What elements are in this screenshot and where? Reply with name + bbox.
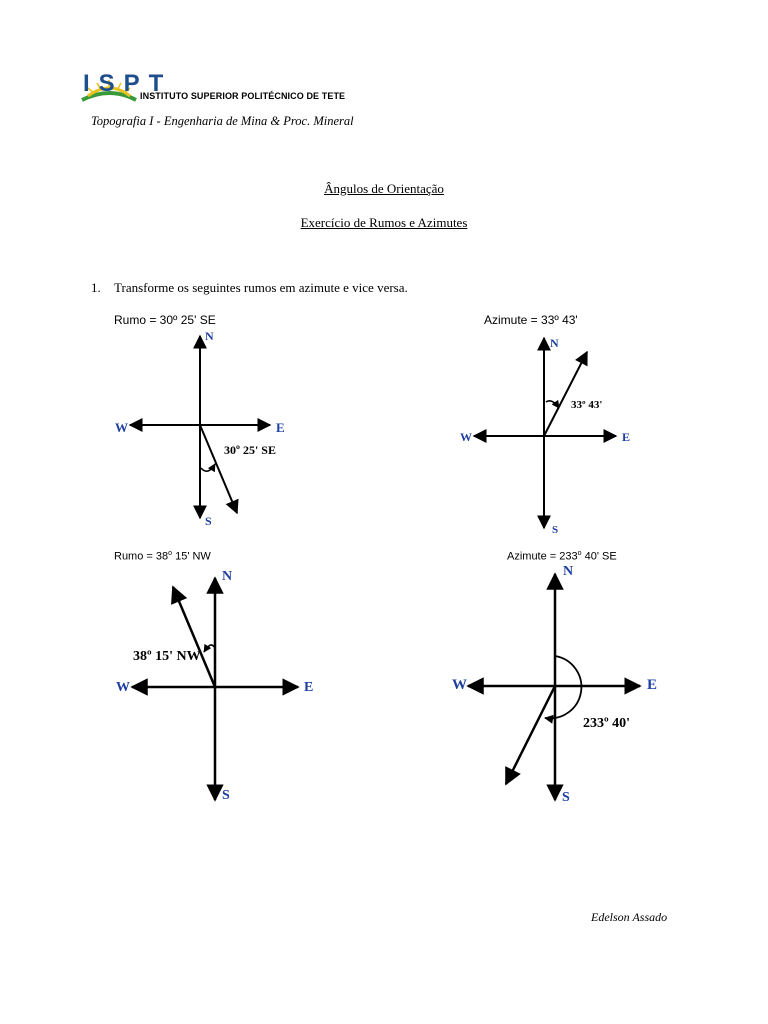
- diagram-1-e-label: E: [276, 420, 285, 435]
- diagram-3-compass: [132, 578, 298, 800]
- diagram-4-e-label: E: [647, 677, 658, 693]
- diagram-4-angle-label: 233º 40': [583, 716, 631, 731]
- diagram-4-w-label: W: [452, 677, 467, 693]
- diagram-3-angle-label: 38º 15' NW: [133, 649, 201, 664]
- diagram-4-caption: Azimute = $233^o$ 40' SE: [507, 550, 617, 563]
- diagram-1-s-label: S: [205, 514, 212, 528]
- diagram-4-n-label: N: [563, 564, 574, 579]
- angle-arc: [546, 401, 559, 408]
- page-title: Ângulos de Orientação: [324, 181, 444, 196]
- diagram-2-compass: [474, 338, 616, 528]
- diagram-2-caption: Azimute = 33º 43': [484, 313, 578, 327]
- diagram-1-compass: [130, 336, 270, 518]
- azimuth-arrow: [506, 686, 555, 784]
- question-number: 1.: [91, 280, 101, 295]
- institute-name: INSTITUTO SUPERIOR POLITÉCNICO DE TETE: [140, 91, 346, 101]
- diagram-4-compass: [468, 574, 640, 800]
- azimuth-arrow: [544, 352, 587, 436]
- diagram-3-caption: Rumo = $38^o$ 15' NW: [114, 550, 211, 563]
- angle-arc: [201, 464, 215, 471]
- angle-arc: [204, 645, 214, 652]
- diagram-2-angle-label: 33º 43': [571, 399, 603, 411]
- diagram-3-w-label: W: [116, 680, 130, 695]
- diagram-1-n-label: N: [205, 329, 214, 343]
- question-text: Transforme os seguintes rumos em azimute e vice versa.: [114, 280, 408, 295]
- diagram-2-w-label: W: [460, 430, 472, 444]
- diagram-4-s-label: S: [562, 790, 570, 805]
- course-subtitle: Topografia I - Engenharia de Mina & Proc. Mineral: [91, 114, 354, 128]
- author-name: Edelson Assado: [591, 910, 668, 924]
- diagram-2-s-label: S: [552, 524, 559, 536]
- diagram-2-n-label: N: [550, 336, 559, 350]
- diagram-3-n-label: N: [222, 569, 233, 584]
- diagram-3-e-label: E: [304, 680, 314, 695]
- diagram-1-caption: Rumo = 30º 25' SE: [114, 313, 216, 327]
- bearing-arrow: [173, 587, 215, 687]
- exercise-title: Exercício de Rumos e Azimutes: [300, 215, 468, 230]
- bearing-arrow: [200, 425, 237, 513]
- diagram-2-e-label: E: [622, 430, 631, 444]
- diagram-1-w-label: W: [115, 420, 128, 435]
- logo-letters: ISPT: [83, 70, 173, 97]
- diagram-3-s-label: S: [222, 788, 230, 803]
- diagram-1-angle-label: 30º 25' SE: [224, 443, 276, 457]
